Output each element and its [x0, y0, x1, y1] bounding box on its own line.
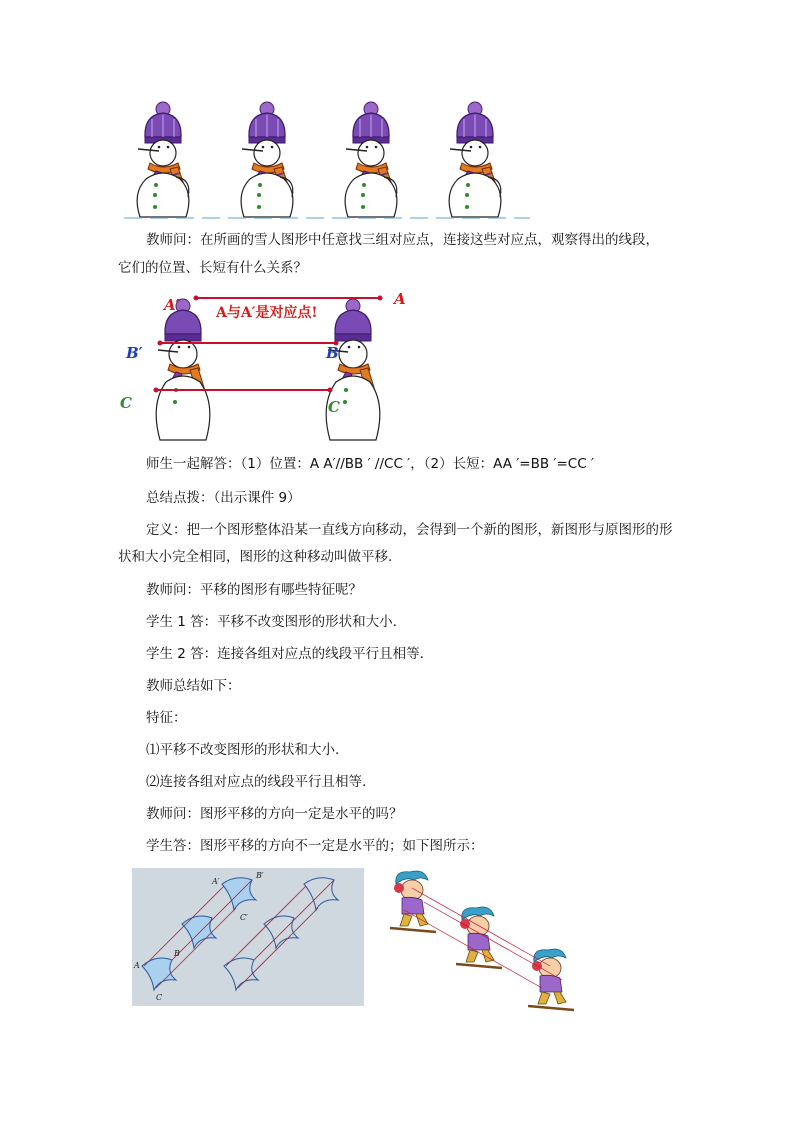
fig3-label-A: A [134, 961, 140, 970]
label-B-prime: B′ [126, 344, 143, 362]
teacher-summary: 教师总结如下： [146, 678, 241, 694]
label-C-2: C [328, 398, 340, 416]
summary-hint: 总结点拨：（出示课件 9） [146, 490, 301, 506]
student-1-answer: 学生 1 答：平移不改变图形的形状和大小. [146, 614, 397, 630]
label-B: B [326, 344, 339, 362]
label-C: C [120, 394, 132, 412]
teacher-question-1-line1: 教师问：在所画的雪人图形中任意找三组对应点，连接这些对应点，观察得出的线段， [146, 232, 659, 248]
skier-2 [456, 907, 502, 968]
fig3-label-A-prime: A′ [212, 877, 220, 886]
fig3-label-B-prime: B′ [256, 871, 264, 880]
feature-1: ⑴平移不改变图形的形状和大小. [146, 742, 340, 758]
feature-2: ⑵连接各组对应点的线段平行且相等. [146, 774, 367, 790]
teacher-question-3: 教师问：图形平移的方向一定是水平的吗？ [146, 806, 403, 822]
fig3-label-C-prime: C′ [240, 913, 248, 922]
snowman-2 [241, 102, 293, 217]
skier-1 [390, 871, 436, 932]
label-A: A [394, 290, 406, 308]
student-2-answer: 学生 2 答：连接各组对应点的线段平行且相等. [146, 646, 424, 662]
skier-translation-figure [384, 866, 580, 1016]
definition-line2: 状和大小完全相同，图形的这种移动叫做平移. [118, 549, 393, 565]
joint-answer: 师生一起解答：（1）位置：A A′//BB ′ //CC ′，（2）长短：AA ′=BB ′=CC ′ [146, 456, 594, 472]
snowmen-row-figure [120, 95, 540, 225]
skier-3 [528, 949, 574, 1010]
snowman-4 [449, 102, 501, 217]
features-heading: 特征： [146, 710, 187, 726]
fig3-label-B: B [174, 949, 180, 958]
definition-line1: 定义：把一个图形整体沿某一直线方向移动，会得到一个新的图形，新图形与原图形的形 [146, 522, 673, 538]
diagonal-translation-figure [132, 868, 364, 1006]
student-answer-3: 学生答：图形平移的方向不一定是水平的；如下图所示： [146, 838, 484, 854]
snowman-3 [345, 102, 397, 217]
teacher-question-1-line2: 它们的位置、长短有什么关系？ [118, 260, 307, 276]
teacher-question-2: 教师问：平移的图形有哪些特征呢？ [146, 582, 362, 598]
banner-text: A与A′是对应点! [216, 305, 318, 321]
corresponding-points-figure [118, 286, 418, 442]
snowman-1 [137, 102, 189, 217]
label-A-prime: A′ [164, 296, 180, 314]
fig3-label-C: C [156, 993, 163, 1002]
